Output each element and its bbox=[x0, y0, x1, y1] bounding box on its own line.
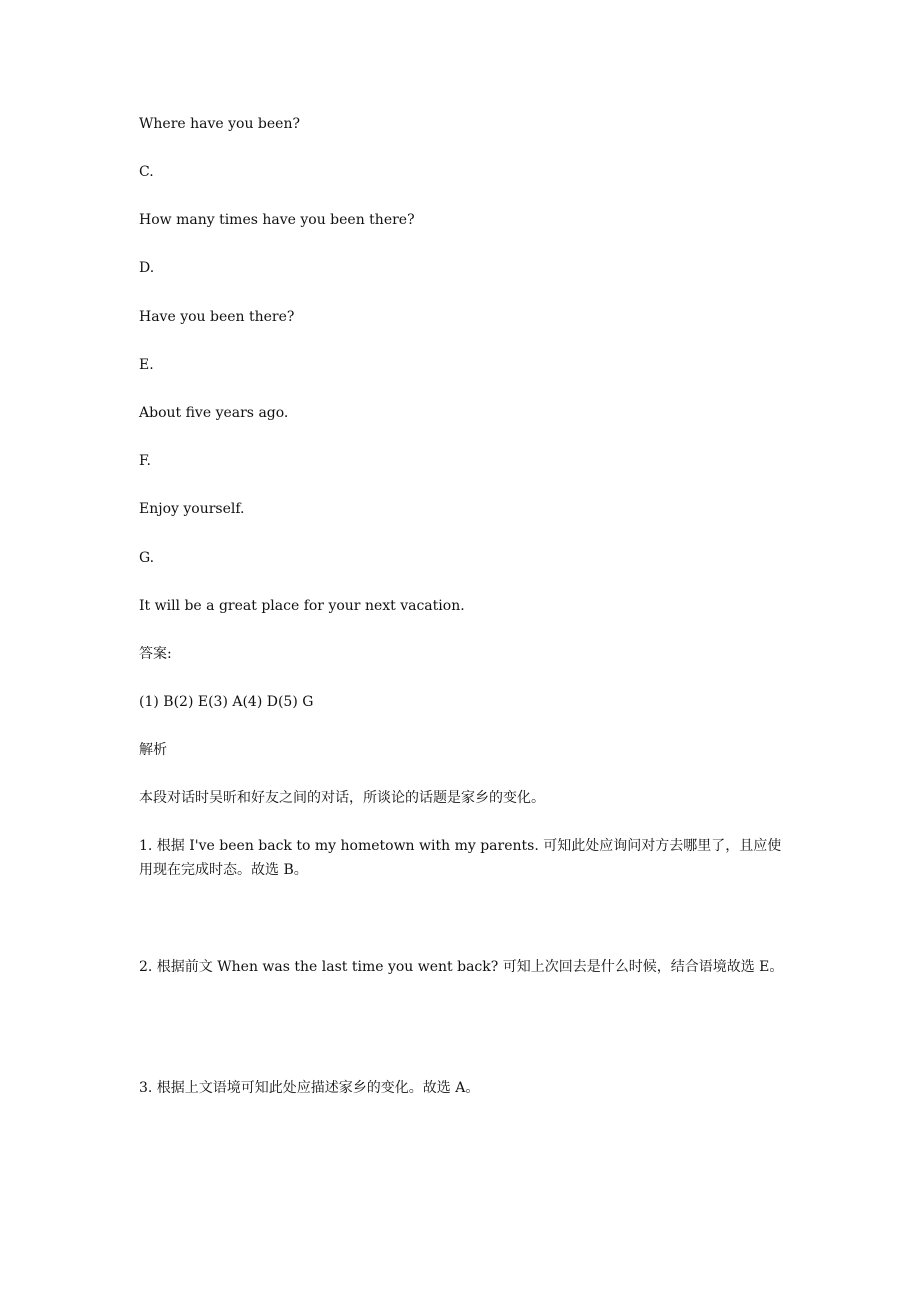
option-d-text: Have you been there? bbox=[139, 309, 295, 325]
option-e-letter: E. bbox=[139, 357, 154, 373]
analysis-item-1: 1. 根据 I've been back to my hometown with my parents. 可知此处应询问对方去哪里了，且应使用现在完成时态。故选 B。 bbox=[139, 838, 782, 878]
option-f-text: Enjoy yourself. bbox=[139, 501, 245, 517]
option-f-letter: F. bbox=[139, 453, 151, 469]
option-g-text: It will be a great place for your next vacation. bbox=[139, 598, 465, 614]
option-c-text: How many times have you been there? bbox=[139, 212, 415, 228]
analysis-label: 解析 bbox=[139, 742, 167, 758]
answer-label: 答案: bbox=[139, 646, 172, 662]
option-g-letter: G. bbox=[139, 550, 155, 566]
option-c-letter: C. bbox=[139, 164, 154, 180]
option-e-text: About five years ago. bbox=[139, 405, 289, 421]
option-b-text: Where have you been? bbox=[139, 116, 300, 132]
option-d-letter: D. bbox=[139, 260, 155, 276]
analysis-item-2: 2. 根据前文 When was the last time you went back? 可知上次回去是什么时候，结合语境故选 E。 bbox=[139, 959, 784, 975]
answer-value: (1) B(2) E(3) A(4) D(5) G bbox=[139, 694, 314, 710]
analysis-item-3: 3. 根据上文语境可知此处应描述家乡的变化。故选 A。 bbox=[139, 1080, 480, 1096]
analysis-intro: 本段对话时吴昕和好友之间的对话，所谈论的话题是家乡的变化。 bbox=[139, 790, 545, 806]
